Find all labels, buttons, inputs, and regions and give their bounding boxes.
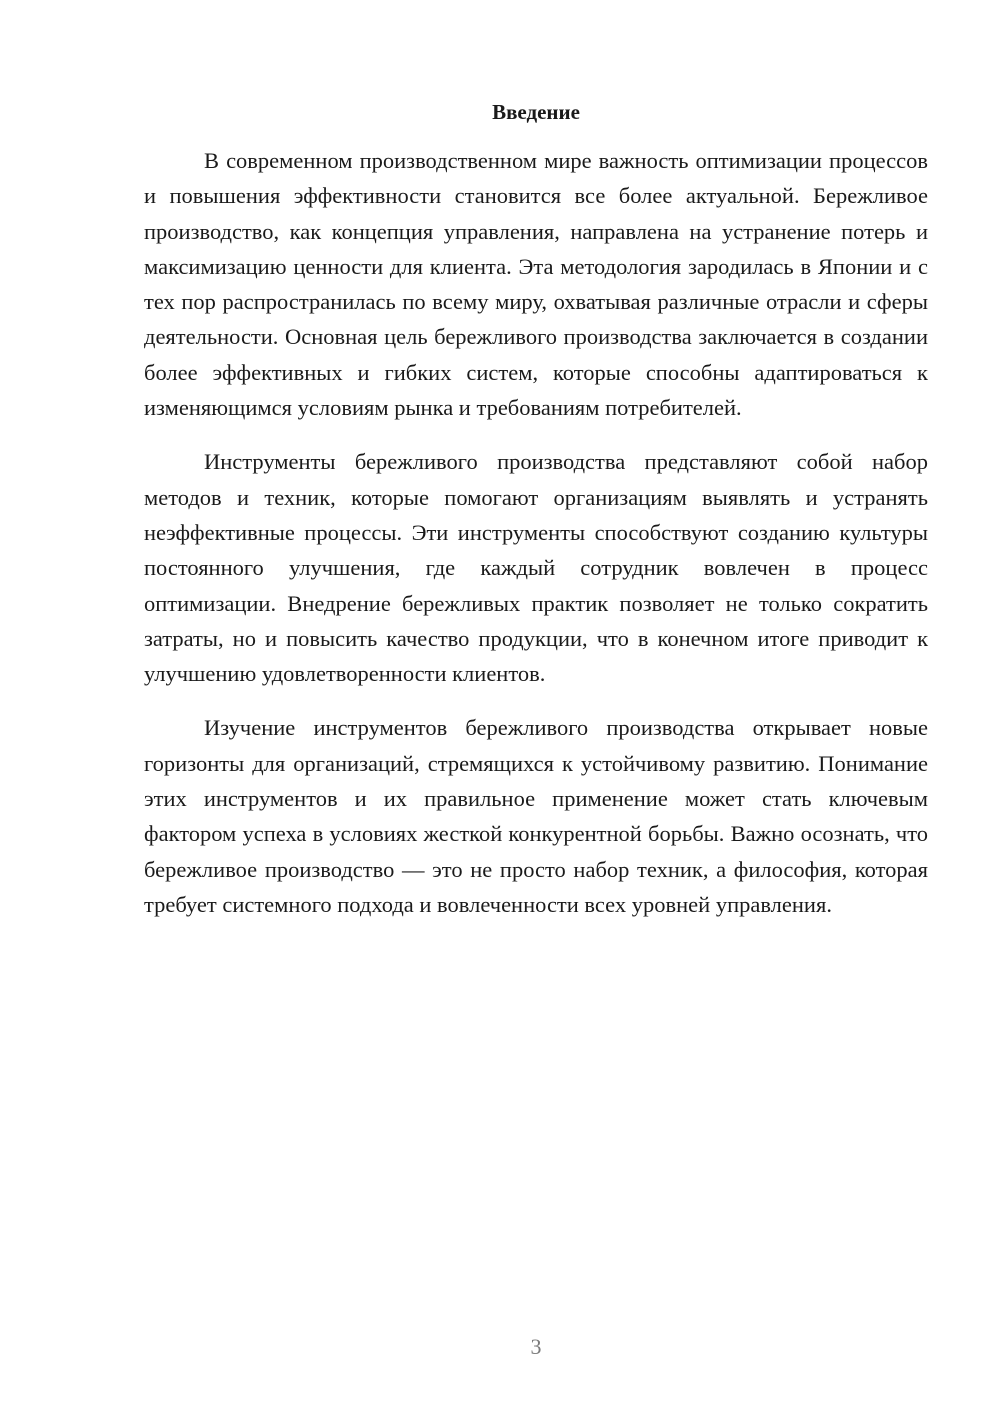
paragraph-study: Изучение инструментов бережливого производства открывает новые горизонты для организаций, стремящихся к устойчивому развитию. Понимание этих инструментов и их правильное применение может стать ключевым фактором успеха в условиях жесткой конкурентной борьбы. Важно осознать, что бережливое производство — это не просто набор техник, а философия, которая требует системного подхода и вовлеченности всех уровней управления.: [144, 715, 928, 917]
section-heading: Введение: [492, 100, 580, 124]
paragraph-intro: В современном производственном мире важность оптимизации процессов и повышения эффективности становится все более актуальной. Бережливое производство, как концепция управления, направлена на устранение потерь и максимизацию ценности для клиента. Эта методология зародилась в Японии и с тех пор распространилась по всему миру, охватывая различные отрасли и сферы деятельности. Основная цель бережливого производства заключается в создании более эффективных и гибких систем, которые способны адаптироваться к изменяющимся условиям рынка и требованиям потребителей.: [144, 148, 928, 421]
page-number: 3: [530, 1334, 542, 1359]
paragraph-tools: Инструменты бережливого производства представляют собой набор методов и техник, которые помогают организациям выявлять и устранять неэффективные процессы. Эти инструменты способствуют созданию культуры постоянного улучшения, где каждый сотрудник вовлечен в процесс оптимизации. Внедрение бережливых практик позволяет не только сократить затраты, но и повысить качество продукции, что в конечном итоге приводит к улучшению удовлетворенности клиентов.: [144, 449, 928, 687]
body-text: [144, 143, 928, 941]
